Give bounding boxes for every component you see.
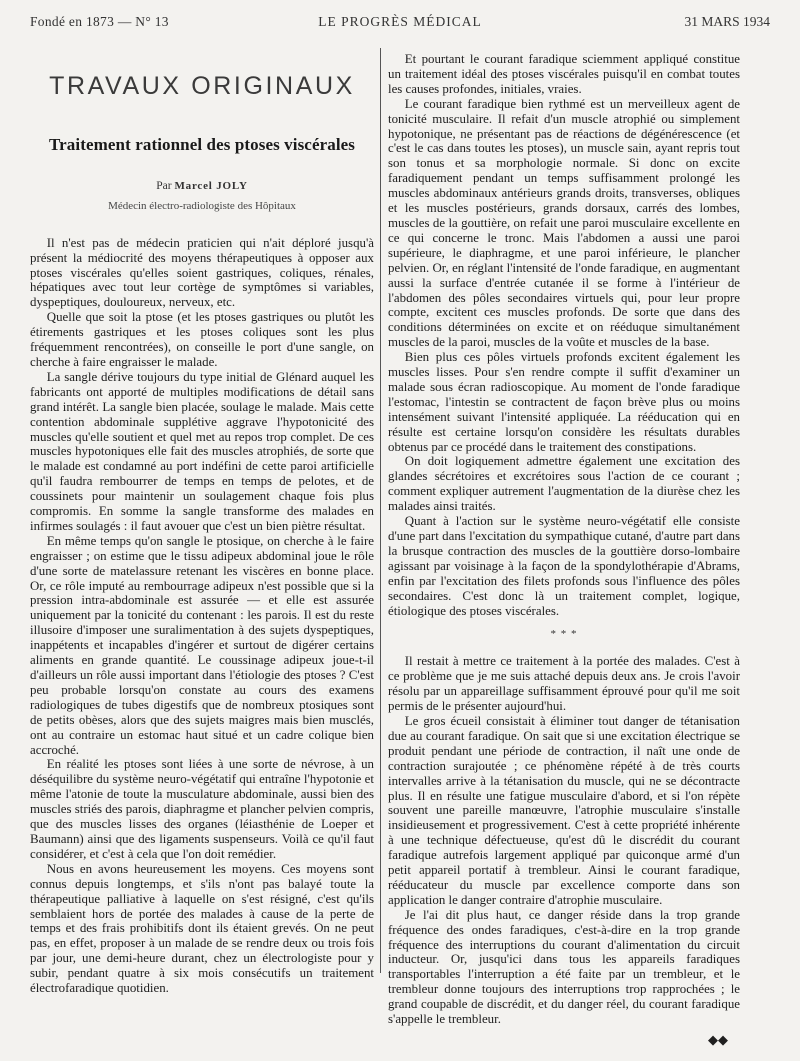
- end-of-article-mark: ◆◆: [708, 1032, 728, 1047]
- issue-date: 31 MARS 1934: [684, 14, 770, 29]
- paragraph: En même temps qu'on sangle le ptosique, on cherche à le faire engraisser ; on estime que le tissu adipeux abdominal joue le rôle d'une sorte de matelassure retenant les viscères en bonne place. Or, ce rôle imputé au rembourrage adipeux n'est possible que si la pression intra-abdominale est assurée — et elle est assurée uniquement par la tonicité du contenant : les parois. Il est du reste illusoire d'imposer une suralimentation à des sujets dyspeptiques, inappétents et incapables d'ingérer et surtout de digérer certains aliments en grande quantité. Le coussinage adipeux joue-t-il d'ailleurs un rôle aussi important dans l'étiologie des ptoses ? C'est peu probable lorsqu'on constate au cours des examens radiologiques de tubes digestifs que de nombreux ptosiques sont de petits obèses, alors que des sujets maigres mais bien musclés, ont au contraire un estomac haut situé et un cadre colique bien accroché.: [30, 533, 374, 757]
- left-column: [30, 52, 374, 996]
- paragraph: En réalité les ptoses sont liées à une sorte de névrose, à un déséquilibre du système neuro-végétatif qui entraîne l'hypotonie et même l'atonie de toute la musculature abdominale, aussi bien des muscles striés des parois, diaphragme et plancher pelvien compris, que des muscles lisses des organes (léiasthénie de Loeper et Baumann) ainsi que des ligaments suspenseurs. Voilà ce qu'il faut considérer, et c'est à cela que l'on doit remédier.: [30, 757, 374, 861]
- founded-note: Fondé en 1873 — N° 13: [30, 14, 169, 29]
- right-column: [388, 52, 740, 1048]
- column-divider: [380, 48, 381, 973]
- byline-prefix: Par: [156, 179, 175, 192]
- running-header: [30, 14, 770, 34]
- section-title: TRAVAUX ORIGINAUX: [49, 72, 355, 100]
- paragraph: Quelle que soit la ptose (et les ptoses gastriques ou plutôt les étirements gastriques et les ptoses coliques sont les plus fréquemment rencontrées), on conseille le port d'une sangle, on cherche à faire engraisser le malade.: [30, 310, 374, 369]
- section-separator: * * *: [550, 628, 578, 641]
- byline: [30, 179, 374, 194]
- author-affiliation: Médecin électro-radiologiste des Hôpitaux: [108, 199, 296, 212]
- paragraph: Il n'est pas de médecin praticien qui n'ait déploré jusqu'à présent la médiocrité des moyens thérapeutiques à opposer aux ptoses viscérales qu'elles soient gastriques, coliques, rénales, hépatiques avec tout leur cortège de symptômes si variables, dyspeptiques, douloureux, nerveux, etc.: [30, 235, 374, 310]
- paragraph: Le gros écueil consistait à éliminer tout danger de tétanisation due au courant faradique. On sait que si une excitation électrique se produit pendant une période de contraction, il naît une onde de contraction surajoutée ; ce phénomène répété à de très courts intervalles arrive à la tétanisation du muscle, qui ne se décontracte plus. Il en résulte une fatigue musculaire d'abord, et si l'on répète souvent une pareille manœuvre, l'atrophie musculaire s'installe insidieusement et progressivement. C'est à cette propriété inhérente à une technique défectueuse, qu'est dû le discrédit du courant faradique autrefois largement appliqué par quiconque armé d'un petit appareil portatif à trembleur. Ainsi le courant faradique, rééducateur du muscle par excellence comporte dans son application le danger contraire d'atrophie musculaire.: [388, 713, 740, 907]
- paragraph: Le courant faradique bien rythmé est un merveilleux agent de tonicité musculaire. Il refait d'un muscle atrophié ou simplement hypotonique, ne présentant pas de réactions de dégénérescence (et c'est le cas dans toutes les ptoses), un muscle sain, ayant repris tout son tonus et sa morphologie normale. Si donc on excite faradiquement pendant un temps suffisamment prolongé les muscles abdominaux antérieurs grands droits, transverses, obliques et les muscles postérieurs, grands dorsaux, carrés des lombes, muscles de la gouttière, on refait une paroi musculaire excellente en ce qui concerne le tronc. Mais l'abdomen a aussi une paroi supérieure, le diaphragme, et une paroi inférieure, le plancher pelvien. Or, en réglant l'intensité de l'onde faradique, en augmentant aussi la surface d'entrée cutanée il se forme à l'intérieur de l'abdomen des pôles secondaires virtuels qui, pour leur propre compte, excitent ces muscles profonds. De sorte que dans des conditions déterminées on excite et on rééduque simultanément muscles de la paroi, muscles de la voûte et muscles de la base.: [388, 96, 740, 350]
- author-name: Marcel JOLY: [174, 179, 248, 192]
- paragraph: Quant à l'action sur le système neuro-végétatif elle consiste d'une part dans l'excitation du sympathique cutané, d'autre part dans la brusque contraction des muscles de la gouttière dorso-lombaire agissant par voisinage à la façon de la spondylothérapie d'Abrams, enfin par l'excitation des filets profonds sous l'influence des pôles secondaires. C'est donc là un traitement complet, logique, étiologique des ptoses viscérales.: [388, 514, 740, 618]
- paragraph: Je l'ai dit plus haut, ce danger réside dans la trop grande fréquence des ondes faradiques, c'est-à-dire en la trop grande fréquence des interruptions du courant d'alimentation du circuit inducteur. Or, jusqu'ici dans tous les appareils faradiques transportables l'interruption a été faite par un trembleur, et le trembleur donne toujours des interruptions trop rapprochées ; le grand coupable de discrédit, et du danger réel, du courant faradique s'appelle le trembleur.: [388, 907, 740, 1027]
- paragraph: Et pourtant le courant faradique sciemment appliqué constitue un traitement idéal des ptoses viscérales puisqu'il en combat toutes les causes profondes, initiales, vraies.: [388, 52, 740, 96]
- paragraph: Nous en avons heureusement les moyens. Ces moyens sont connus depuis longtemps, et s'ils n'ont pas balayé toute la thérapeutique palliative à laquelle on s'est résigné, c'est qu'ils semblaient hors de portée des malades à cause de la perte de temps et des frais prohibitifs dont ils étaient grevés. On ne peut pas, en effet, proposer à un malade de se rendre deux ou trois fois par jour, une demi-heure durant, chez un électrologiste pour y subir, pendant quatre à six mois consécutifs un traitement électrofaradique quotidien.: [30, 861, 374, 996]
- journal-name: LE PROGRÈS MÉDICAL: [318, 14, 482, 29]
- paragraph: Bien plus ces pôles virtuels profonds excitent également les muscles lisses. Pour s'en rendre compte il suffit d'examiner un malade sous écran radioscopique. Au moment de l'onde faradique l'estomac, l'intestin se contractent de façon brève plus ou moins intensément suivant l'intensité appliquée. La rééducation qui en résulte est certaine lorsqu'on considère les résultats durables obtenus par ce procédé dans le traitement des constipations.: [388, 350, 740, 454]
- paragraph: On doit logiquement admettre également une excitation des glandes sécrétoires et excrétoires sous l'action de ce courant ; comment expliquer autrement l'augmentation de la diurèse chez les malades ainsi traités.: [388, 454, 740, 514]
- paragraph: Il restait à mettre ce traitement à la portée des malades. C'est à ce problème que je me suis attaché depuis deux ans. Je crois l'avoir résolu par un appareillage suffisamment éprouvé pour qu'il me soit permis de le présenter aujourd'hui.: [388, 654, 740, 714]
- article-title: Traitement rationnel des ptoses viscérales: [48, 135, 356, 154]
- paragraph: La sangle dérive toujours du type initial de Glénard auquel les fabricants ont apporté de multiples modifications de détail sans grand intérêt. La sangle bien placée, soulage le malade. Mais cette contention abdominale supplétive aggrave l'hypotonicité des muscles qu'elle soutient et quel met au repos trop complet. De ces muscles hypotoniques elle fait des muscles atrophiés, de sorte que le malade est condamné au port indéfini de cette paroi artificielle qu'il faudra rembourrer de temps en temps de pelotes, et de coussinets pour maintenir un soulagement chaque fois plus compromis. En somme la sangle transforme des malades en infirmes soulagés : il faut avouer que c'est un bien piètre résultat.: [30, 369, 374, 533]
